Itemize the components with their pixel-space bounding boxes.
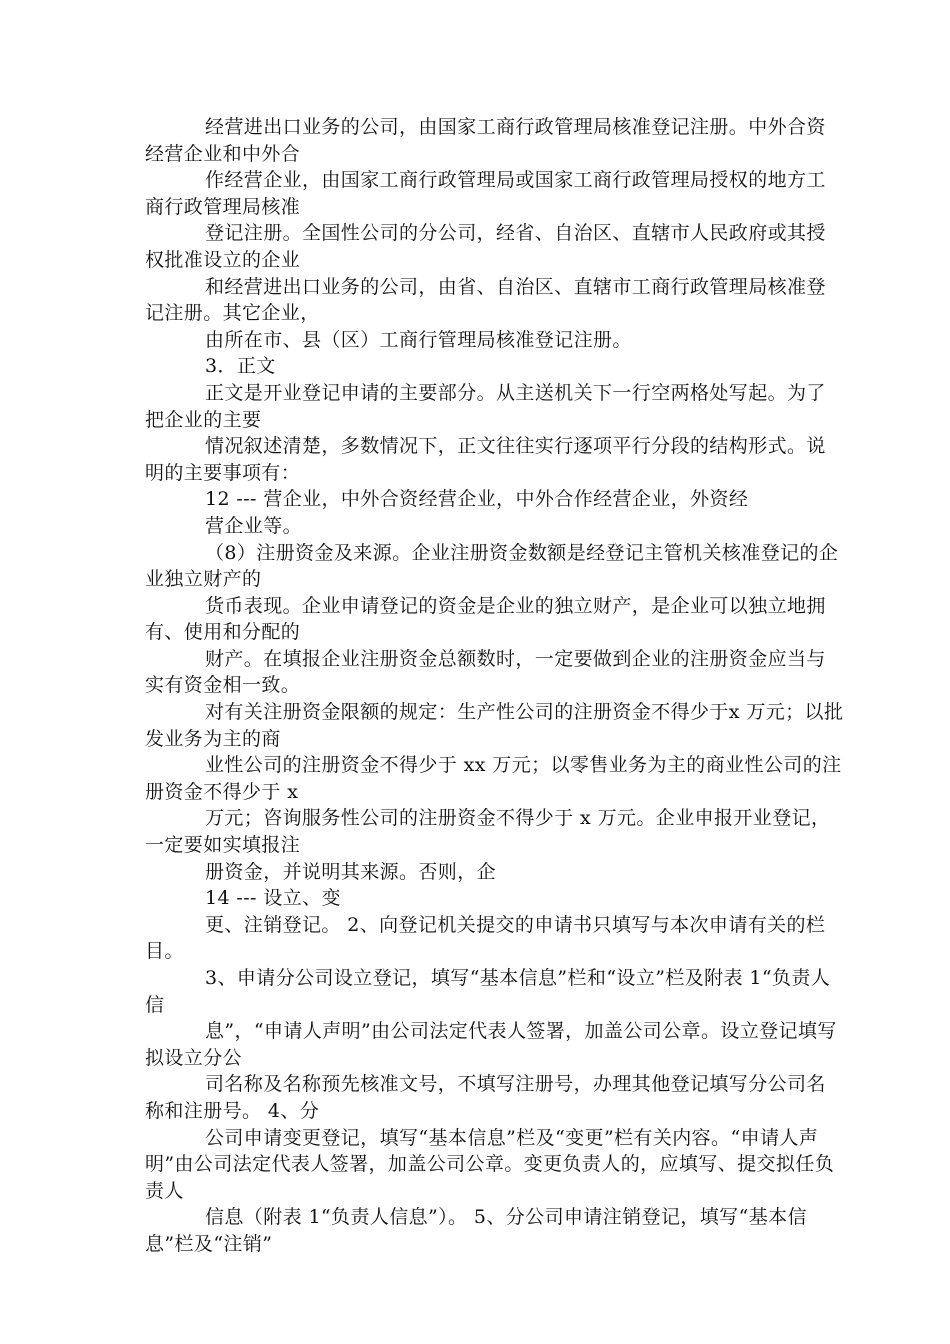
paragraph-20: 3、申请分公司设立登记，填写“基本信息”栏和“设立”栏及附表 1“负责人信 xyxy=(145,967,831,1016)
document-body xyxy=(145,114,845,1258)
paragraph-10: 营企业等。 xyxy=(205,514,303,537)
paragraph-22: 司名称及名称预先核准文号，不填写注册号，办理其他登记填写分公司名称和注册号。 4、分 xyxy=(145,1073,826,1122)
paragraph-16: 万元；咨询服务性公司的注册资金不得少于 x 万元。企业申报开业登记，一定要如实填报注 xyxy=(145,807,831,857)
paragraph-21: 息”，“申请人声明”由公司法定代表人签署，加盖公司公章。设立登记填写拟设立分公 xyxy=(145,1020,837,1069)
paragraph-5: 由所在市、县（区）工商行管理局核准登记注册。 xyxy=(205,328,632,351)
paragraph-18: 14 --- 设立、变 xyxy=(205,887,341,910)
paragraph-3: 登记注册。全国性公司的分公司，经省、自治区、直辖市人民政府或其授权批准设立的企业 xyxy=(145,222,826,271)
paragraph-23: 公司申请变更登记，填写“基本信息”栏及“变更”栏有关内容。“申请人声 明”由公司法定代表人签署，加盖公司公章。变更负责人的，应填写、提交拟任负责人 xyxy=(145,1126,835,1202)
section-heading-main-text: 3．正文 xyxy=(205,355,276,378)
paragraph-9: 12 --- 营企业，中外合资经营企业，中外合作经营企业，外资经 xyxy=(205,488,749,511)
paragraph-2: 作经营企业，由国家工商行政管理局或国家工商行政管理局授权的地方工商行政管理局核准 xyxy=(145,169,826,218)
paragraph-1: 经营进出口业务的公司，由国家工商行政管理局核准登记注册。中外合资经营企业和中外合 xyxy=(145,116,826,165)
paragraph-4: 和经营进出口业务的公司，由省、自治区、直辖市工商行政管理局核准登记注册。其它企业， xyxy=(145,275,826,325)
paragraph-11: （8）注册资金及来源。企业注册资金数额是经登记主管机关核准登记的企业独立财产的 xyxy=(145,541,839,591)
paragraph-7: 正文是开业登记申请的主要部分。从主送机关下一行空两格处写起。为了把企业的主要 xyxy=(145,381,826,431)
paragraph-17: 册资金，并说明其来源。否则，企 xyxy=(205,860,497,883)
paragraph-8: 情况叙述清楚，多数情况下，正文往往实行逐项平行分段的结构形式。说明的主要事项有： xyxy=(145,435,826,484)
paragraph-14: 对有关注册资金限额的规定：生产性公司的注册资金不得少于x 万元；以批发业务为主的商 xyxy=(145,701,844,750)
paragraph-24: 信息（附表 1“负责人信息”）。 5、分公司申请注销登记，填写“基本信息”栏及“注销” xyxy=(145,1206,807,1255)
paragraph-13: 财产。在填报企业注册资金总额数时，一定要做到企业的注册资金应当与实有资金相一致。 xyxy=(145,647,826,697)
paragraph-15: 业性公司的注册资金不得少于 xx 万元；以零售业务为主的商业性公司的注册资金不得少于 x xyxy=(145,754,842,803)
paragraph-12: 货币表现。企业申请登记的资金是企业的独立财产，是企业可以独立地拥有、使用和分配的 xyxy=(145,594,826,644)
paragraph-19: 更、注销登记。 2、向登记机关提交的申请书只填写与本次申请有关的栏目。 xyxy=(145,913,826,963)
